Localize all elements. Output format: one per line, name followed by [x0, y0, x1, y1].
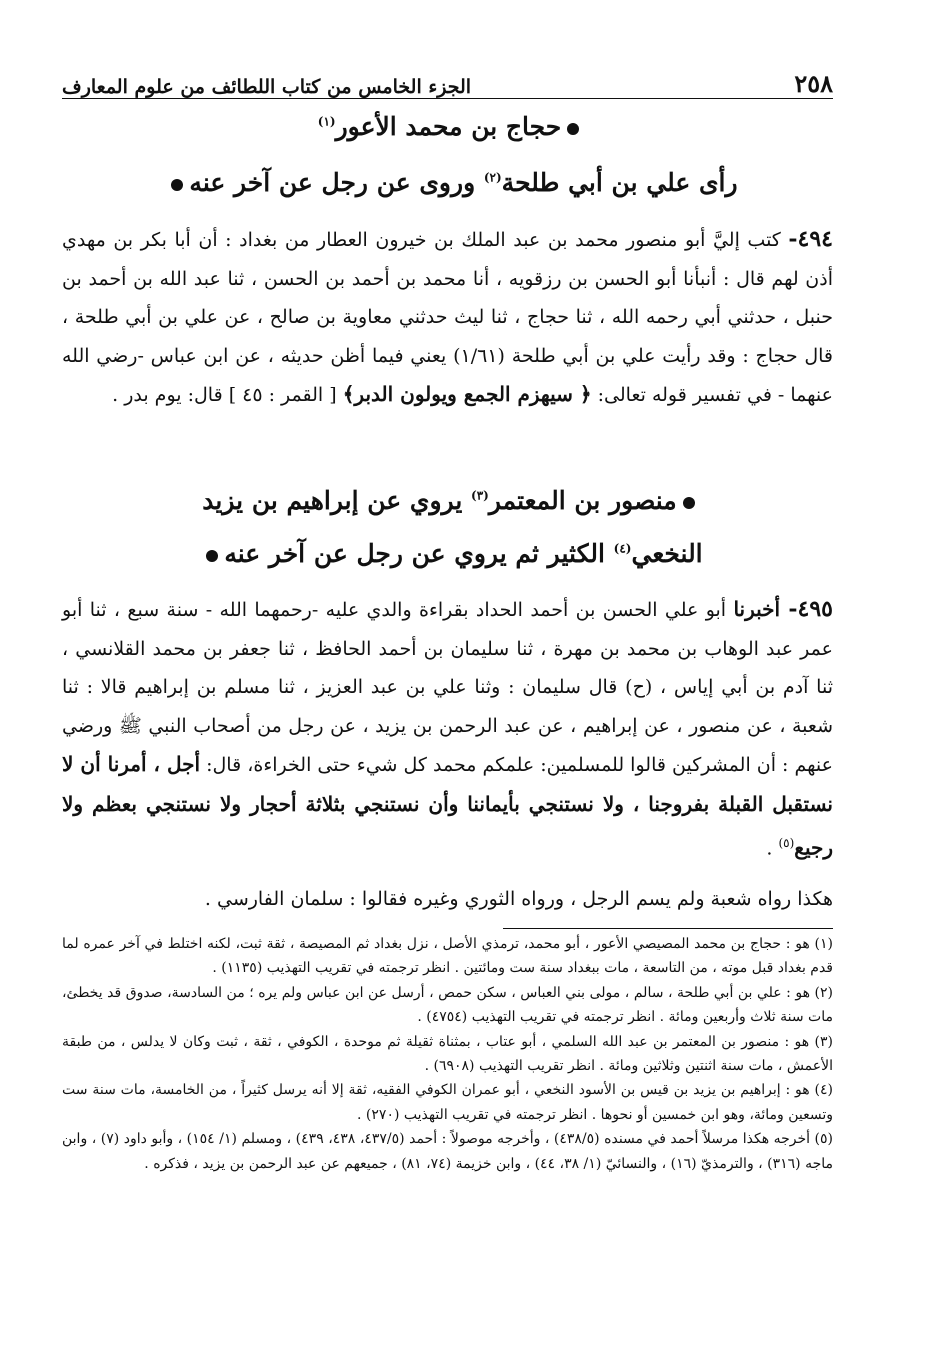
section-heading-2a: منصور بن المعتمر$^{(٣)}$ يروي عن إبراهيم بن يزيد [70, 486, 833, 515]
bullet-icon [206, 550, 218, 562]
running-title: الجزء الخامس من كتاب اللطائف من علوم المعارف [62, 76, 472, 98]
footnote-ref: (٤) [613, 541, 632, 556]
footnote-2: (٢) هو : علي بن أبي طلحة ، سالم ، مولى بني العباس ، سكن حمص ، أرسل عن ابن عباس ولم يره ؛ من السادسة، صدوق قد يخطئ، مات سنة ثلاث وأربعين ومائة . انظر ترجمته في تقريب التهذيب (٤٧٥٤) . [62, 984, 833, 1026]
page-number: ٢٥٨ [794, 69, 833, 98]
footnote-5: (٥) أخرجه هكذا مرسلاً أحمد في مسنده (٤٣٨/٥) ، وأخرجه موصولاً : أحمد (٤٣٧/٥، ٤٣٨، ٤٣٩) ، ومسلم (١/ ١٥٤) ، وأبو داود (٧) ، وابن ماجه (٣١٦) ، والترمذيّ (١٦) ، والنسائيّ (١/ ٣٨، ٤٤) ، وابن خزيمة (٧٤، ٨١) ، جميعهم عن عبد الرحمن بن يزيد ، فذكره . [62, 1131, 834, 1172]
bullet-icon [171, 179, 183, 191]
section-heading-1a: حجاج بن محمد الأعور$^{(١)}$ [70, 112, 833, 141]
section-heading-2b: النخعي$^{(٤)}$ الكثير ثم يروي عن رجل عن آخر عنه [70, 539, 833, 568]
bullet-icon [683, 497, 695, 509]
footnote-4: (٤) هو : إبراهيم بن يزيد بن قيس بن الأسود النخعي ، أبو عمران الكوفي الفقيه، ثقة إلا أنه يرسل كثيراً ، من الخامسة، مات سنة ست وتسعين ومائة، وهو ابن خمسين أو نحوها . انظر ترجمته في تقريب التهذيب (٢٧٠) . [62, 1082, 833, 1123]
quran-verse: ﴿ سيهزم الجمع ويولون الدبر﴾ [342, 382, 592, 406]
bullet-icon [567, 123, 579, 135]
section-heading-1b: رأى علي بن أبي طلحة$^{(٢)}$ وروى عن رجل عن آخر عنه [70, 168, 833, 197]
hadith-text: أجل ، أمرنا أن لا نستقبل القبلة بفروجنا ، ولا نستنجي بأيماننا وأن نستنجي بثلاثة أحجار ولا نستنجي بعظم ولا رجيع [62, 752, 833, 860]
footnote-ref: (٥) [778, 836, 795, 850]
footnote-ref: (١) [317, 114, 336, 129]
footnote-ref: (٢) [483, 170, 502, 185]
paragraph-495: ٤٩٥- أخبرنا أبو علي الحسن بن أحمد الحداد بقراءة والدي عليه -رحمهما الله - سنة سبع ، ثنا أبو عمر عبد الوهاب بن محمد بن مهرة ، ثنا سليمان بن أحمد الحافظ ، ثنا جعفر بن محمد القلانسي ، ثنا آدم بن أبي إياس ، (ح) قال سليمان : وثنا علي بن عبد العزيز ، ثنا مسلم بن إبراهيم قالا : ثنا شعبة ، عن منصور ، عن إبراهيم ، عن عبد الرحمن بن يزيد ، عن رجل من أصحاب النبي ﷺ ورضي عنهم : أن المشركين قالوا للمسلمين: علمكم محمد كل شيء حتى الخراءة، قال: أجل ، أمرنا أن لا نستقبل القبلة بفروجنا ، ولا نستنجي بأيماننا وأن نستنجي بثلاثة أحجار ولا نستنجي بعظم ولا رجيع$^{(٥)}$ . [62, 596, 833, 860]
paragraph-number: ٤٩٥- [788, 596, 833, 622]
paragraph-number: ٤٩٤- [788, 226, 833, 252]
paragraph-494: ٤٩٤- كتب إليَّ أبو منصور محمد بن عبد الملك بن خيرون العطار من بغداد : أن أبا بكر بن مهدي أذن لهم قال : أنبأنا أبو الحسن بن رزقويه ، أنا محمد بن أحمد بن الحسن ، ثنا عبد الله بن أحمد بن حنبل ، حدثني أبي رحمه الله ، ثنا حجاج ، ثنا ليث حدثني معاوية بن صالح ، عن علي بن أبي طلحة ، قال حجاج : وقد رأيت علي بن أبي طلحة (١/٦١) يعني فيما أظن حديثه ، عن ابن عباس -رضي الله عنهما - في تفسير قوله تعالى: ﴿ سيهزم الجمع ويولون الدبر﴾ [ القمر : ٤٥ ] قال: يوم بدر . [62, 226, 833, 406]
footnote-divider [503, 928, 833, 929]
footnote-1: (١) هو : حجاج بن محمد المصيصي الأعور ، أبو محمد، ترمذي الأصل ، نزل بغداد ثم المصيصة ، ثقة ثبت، لكنه اختلط في آخر عمره لما قدم بغداد قبل موته ، من التاسعة ، مات ببغداد سنة ست ومائتين . انظر ترجمته في تقريب التهذيب (١١٣٥) . [62, 936, 833, 977]
footnote-3: (٣) هو : منصور بن المعتمر بن عبد الله السلمي ، أبو عتاب ، بمثناة ثقيلة ثم موحدة ، الكوفي ، ثقة ، ثبت وكان لا يدلس ، من طبقة الأعمش ، مات سنة اثنتين وثلاثين ومائة . انظر تقريب التهذيب (٦٩٠٨) . [62, 1033, 833, 1075]
page-header [62, 60, 833, 99]
paragraph-after: هكذا رواه شعبة ولم يسم الرجل ، ورواه الثوري وغيره فقالوا : سلمان الفارسي . [204, 888, 833, 910]
footnote-ref: (٣) [471, 488, 489, 503]
footnotes [62, 932, 833, 1176]
